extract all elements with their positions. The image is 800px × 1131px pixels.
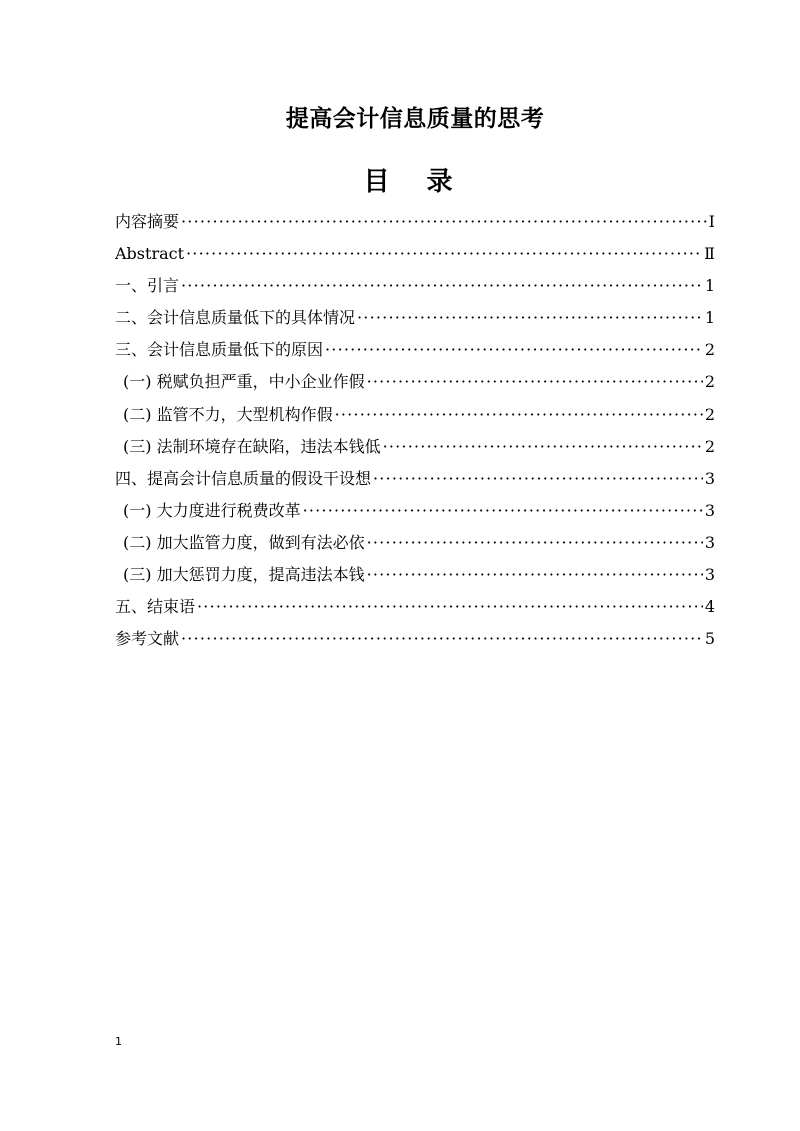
toc-entry-label: 参考文献 [115,629,180,649]
toc-entry-label: 五、结束语 [115,597,196,617]
toc-entry-page: 3 [704,532,715,552]
dot-leader [181,206,707,238]
toc-entry-label: 三、会计信息质量低下的原因 [115,340,324,360]
toc-entry-section-3[interactable] [115,334,715,366]
document-title: 提高会计信息质量的思考 [285,106,545,132]
dot-leader [186,238,702,270]
toc-entry-references[interactable] [115,623,715,655]
toc-entry-page: 4 [704,597,715,617]
toc-entry-page: 2 [704,436,715,456]
toc-entry-page: 2 [704,404,715,424]
toc-entry-introduction[interactable] [115,270,715,302]
toc-entry-section-4-2[interactable] [115,527,715,559]
dot-leader [367,366,703,398]
toc-entry-page: Ⅰ [708,212,715,231]
toc-entry-section-4[interactable] [115,463,715,495]
toc-entry-conclusion[interactable] [115,591,715,623]
toc-entry-page: 5 [704,629,715,649]
toc-entry-page: 2 [704,340,715,360]
dot-leader [181,270,703,302]
toc-entry-page: 3 [704,468,715,488]
table-of-contents [115,206,715,655]
dot-leader [383,431,703,463]
toc-entry-label: (三) 法制环境存在缺陷，违法本钱低 [123,436,381,456]
footer-page-number: 1 [115,1035,122,1048]
dot-leader [197,591,703,623]
toc-entry-label: (二) 加大监管力度，做到有法必依 [123,532,365,552]
dot-leader [335,399,703,431]
toc-entry-label: 内容摘要 [115,212,180,231]
toc-entry-label: (一) 税赋负担严重，中小企业作假 [123,372,365,392]
dot-leader [367,559,703,591]
toc-entry-label: 一、引言 [115,276,180,296]
toc-entry-section-3-3[interactable] [115,431,715,463]
toc-entry-page: Ⅱ [704,244,715,264]
toc-entry-abstract-en[interactable] [115,238,715,270]
toc-entry-label: (一) 大力度进行税费改革 [123,500,301,520]
toc-entry-page: 1 [704,276,715,296]
toc-entry-label: (三) 加大惩罚力度，提高违法本钱 [123,565,365,585]
toc-entry-label: Abstract [115,244,185,264]
dot-leader [367,527,703,559]
toc-entry-page: 1 [704,308,715,328]
dot-leader [325,334,703,366]
toc-entry-page: 3 [704,500,715,520]
toc-entry-section-4-3[interactable] [115,559,715,591]
toc-entry-page: 2 [704,372,715,392]
dot-leader [303,495,703,527]
toc-entry-section-3-1[interactable] [115,366,715,398]
toc-entry-section-3-2[interactable] [115,399,715,431]
dot-leader [181,623,703,655]
toc-entry-section-4-1[interactable] [115,495,715,527]
toc-entry-abstract-cn[interactable] [115,206,715,238]
toc-heading: 目 录 [363,167,467,197]
toc-entry-label: (二) 监管不力，大型机构作假 [123,404,333,424]
toc-entry-page: 3 [704,565,715,585]
dot-leader [373,463,703,495]
toc-entry-label: 二、会计信息质量低下的具体情况 [115,308,356,328]
dot-leader [357,302,703,334]
toc-entry-section-2[interactable] [115,302,715,334]
toc-entry-label: 四、提高会计信息质量的假设干设想 [115,468,372,488]
